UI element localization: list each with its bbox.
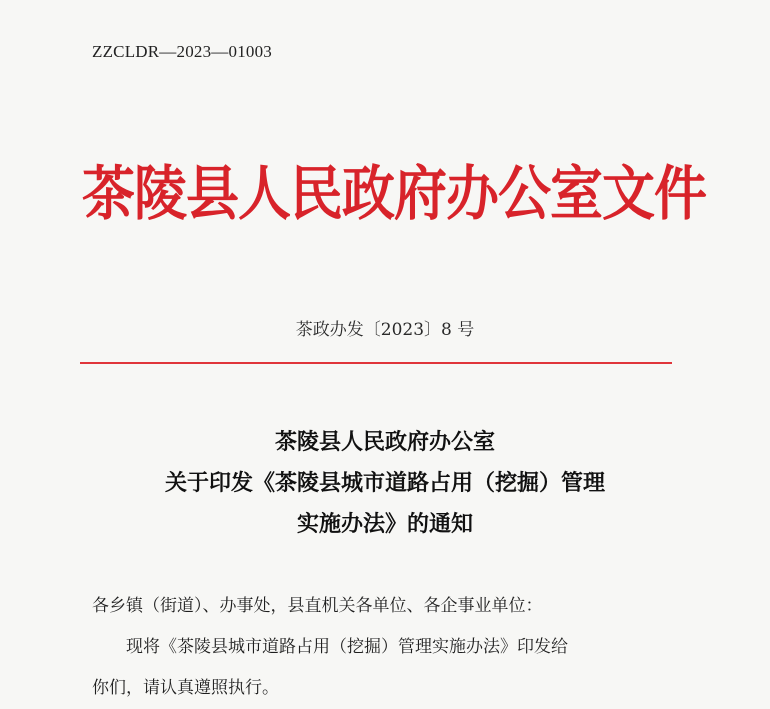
body-line-2: 你们，请认真遵照执行。: [92, 678, 279, 698]
body-line-1: 现将《茶陵县城市道路占用（挖掘）管理实施办法》印发给: [126, 637, 568, 657]
document-number: ZZCLDR—2023—01003: [92, 42, 273, 61]
body-paragraph: [92, 627, 672, 709]
issuer-red-header: 茶陵县人民政府办公室文件: [82, 158, 706, 229]
notice-title: [60, 422, 710, 545]
notice-title-line-2: 关于印发《茶陵县城市道路占用（挖掘）管理: [164, 470, 605, 496]
reference-number: 茶政办发〔2023〕8 号: [295, 320, 475, 340]
notice-title-line-3: 实施办法》的通知: [296, 511, 473, 537]
salutation: 各乡镇（街道）、办事处，县直机关各单位、各企事业单位：: [92, 596, 543, 616]
notice-title-line-1: 茶陵县人民政府办公室: [274, 429, 495, 455]
red-divider-line: [80, 362, 672, 364]
